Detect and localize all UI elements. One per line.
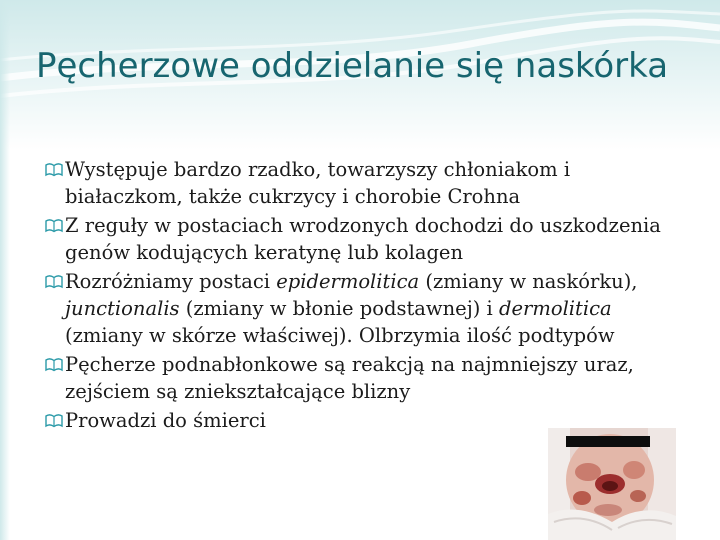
bullet-list <box>44 156 684 436</box>
open-book-icon <box>44 214 64 236</box>
bullet-text-part: (zmiany w naskórku), <box>419 270 638 293</box>
bullet-term: epidermolitica <box>276 270 420 293</box>
bullet-text: Występuje bardzo rzadko, towarzyszy chłoniakom i białaczkom, także cukrzycy i chorobie Crohna <box>65 158 571 208</box>
bullet-text-part: (zmiany w skórze właściwej). Olbrzymia ilość podtypów <box>65 324 615 347</box>
open-book-icon <box>44 353 64 375</box>
open-book-icon <box>44 270 64 292</box>
bullet-item <box>44 351 684 405</box>
bullet-text: Prowadzi do śmierci <box>65 409 266 432</box>
bullet-item <box>44 156 684 210</box>
bullet-text: Pęcherze podnabłonkowe są reakcją na najmniejszy uraz, zejściem są zniekształcające blizny <box>65 353 634 403</box>
bullet-text-part: Rozróżniamy postaci <box>65 270 277 293</box>
bullet-term: junctionalis <box>65 297 180 320</box>
bullet-item <box>44 268 684 349</box>
bullet-text-part: (zmiany w błonie podstawnej) i <box>179 297 499 320</box>
bullet-text: Z reguły w postaciach wrodzonych dochodzi do uszkodzenia genów kodujących keratynę lub kolagen <box>65 214 661 264</box>
slide-title: Pęcherzowe oddzielanie się naskórka <box>36 46 669 86</box>
open-book-icon <box>44 158 64 180</box>
clinical-photo <box>548 428 676 540</box>
open-book-icon <box>44 409 64 431</box>
bullet-item <box>44 212 684 266</box>
left-edge-decoration <box>0 0 10 540</box>
bullet-term: dermolitica <box>499 297 612 320</box>
